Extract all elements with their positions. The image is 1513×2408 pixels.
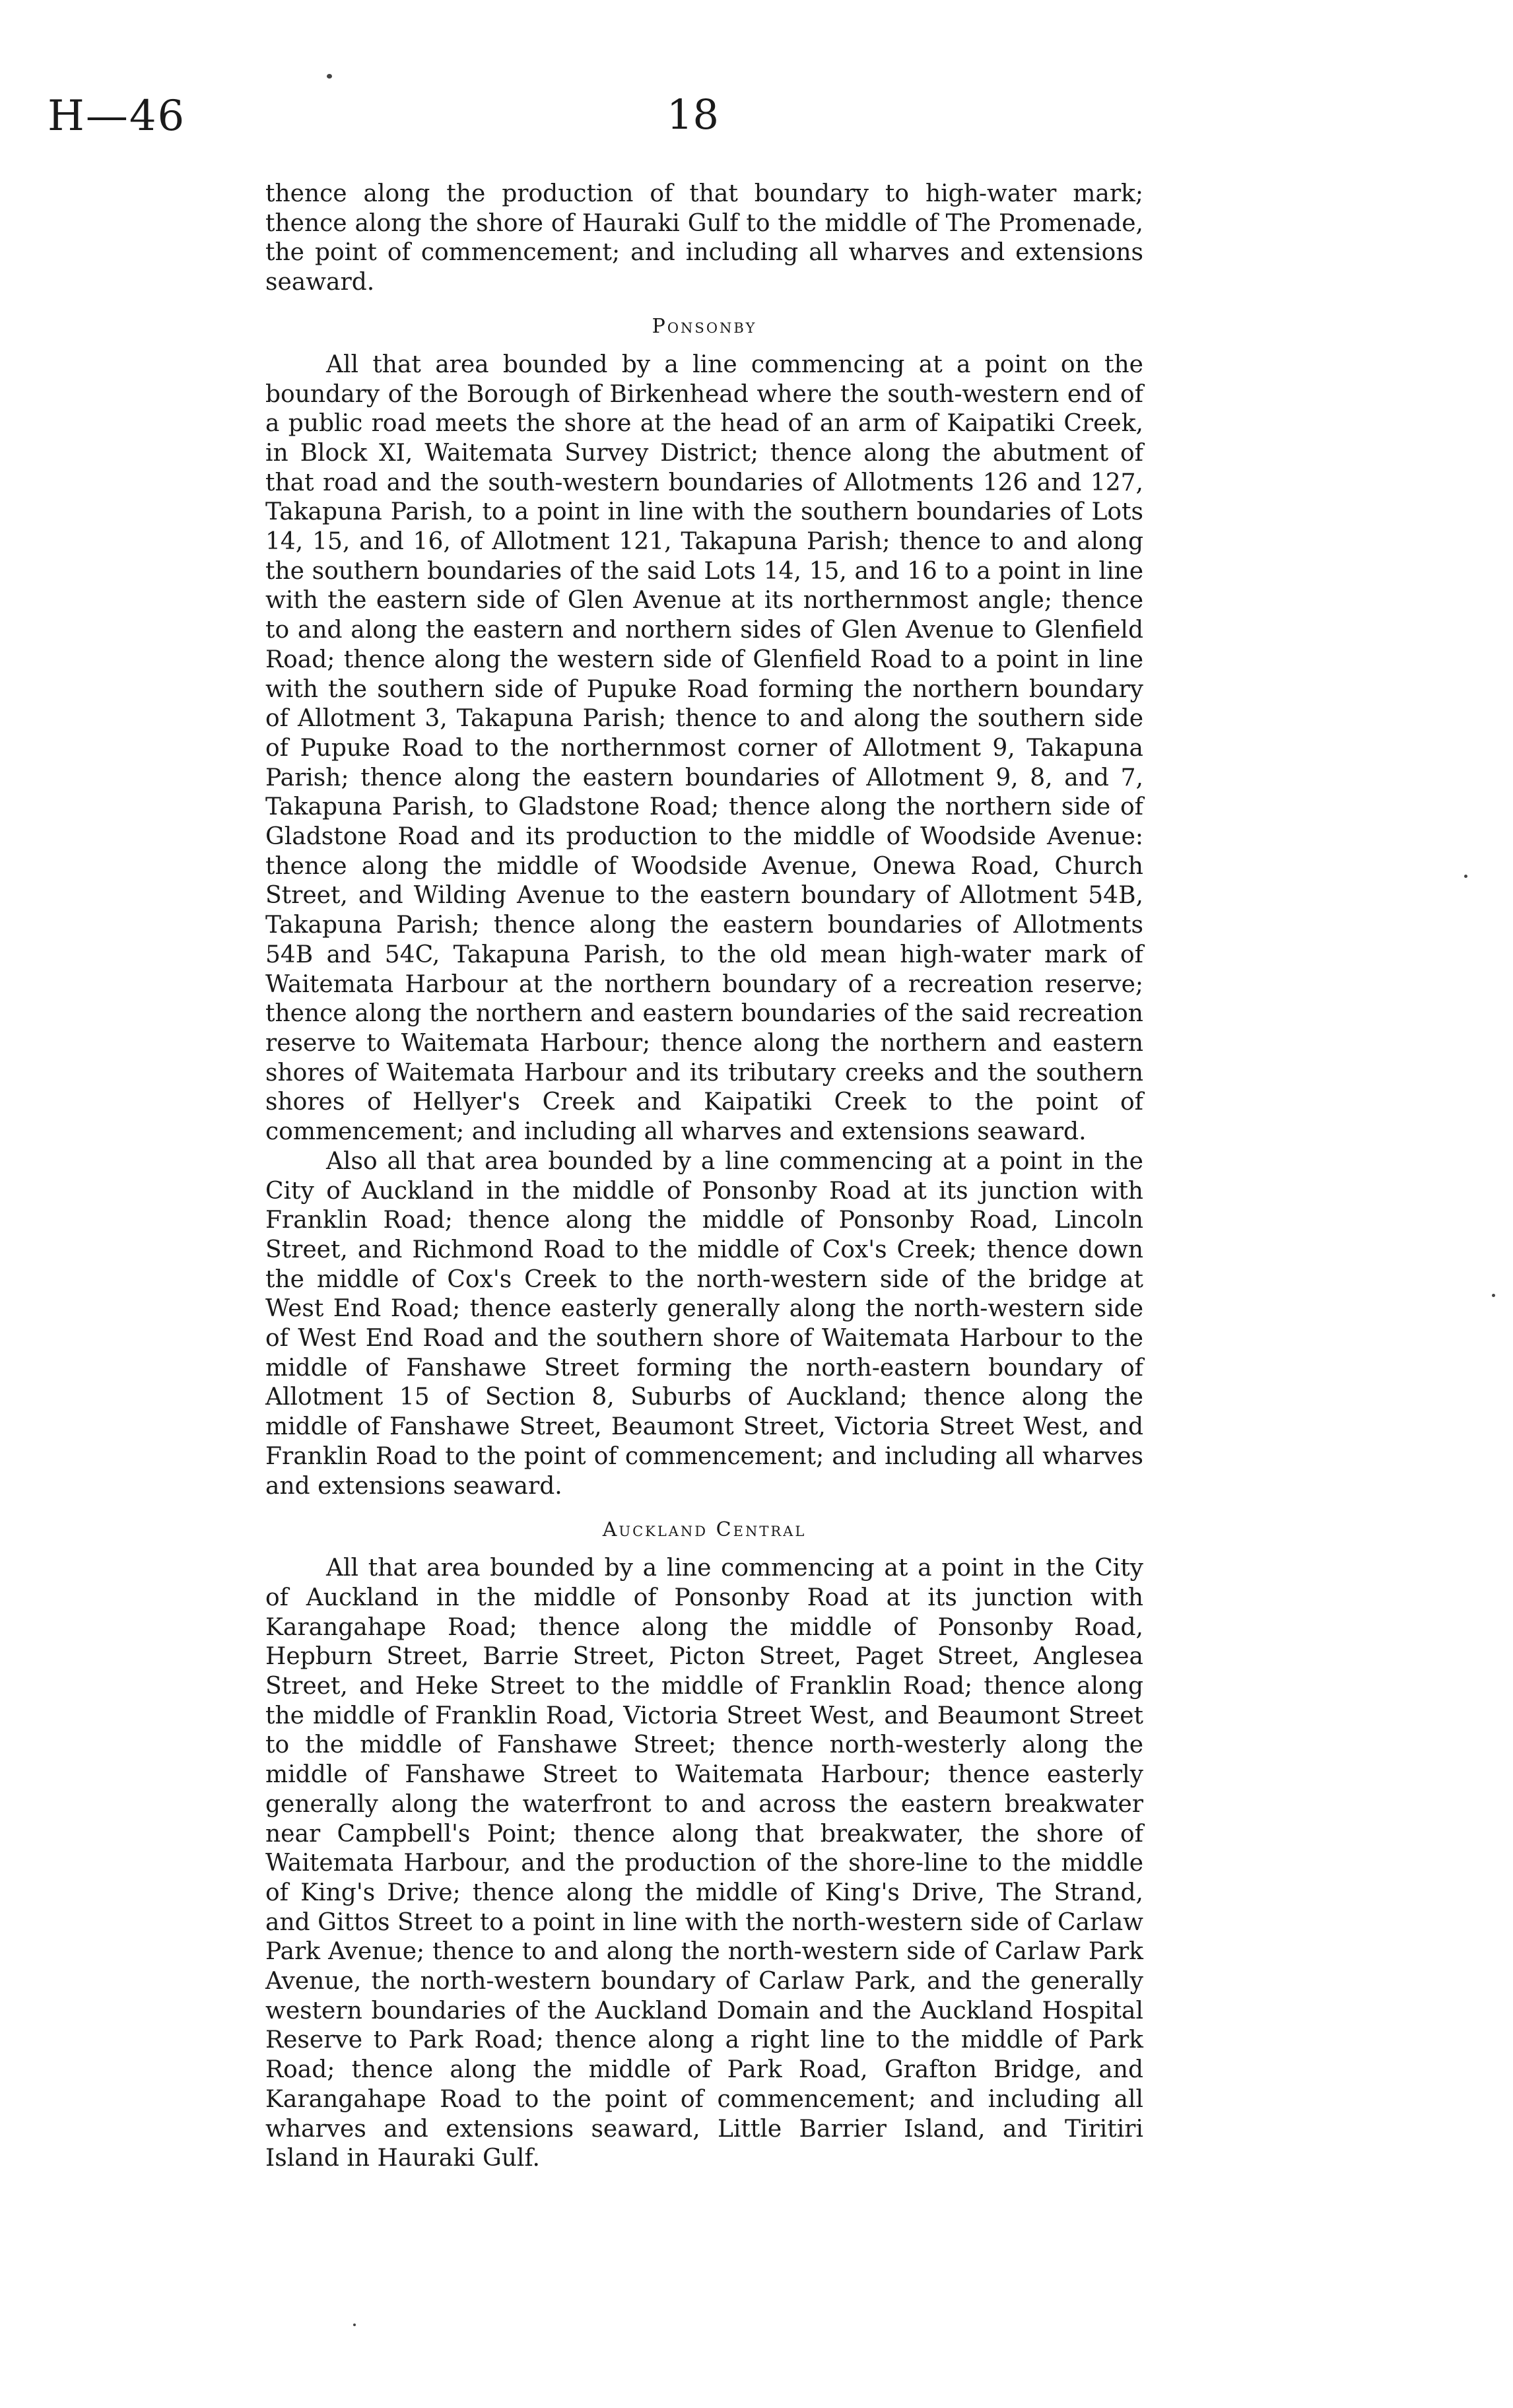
- body-text: [265, 180, 1143, 2174]
- print-speck: [1464, 875, 1467, 878]
- continuation-paragraph: thence along the production of that boundary to high-water mark; thence along the shore of Hauraki Gulf to the middle of The Promenade, the point of commencement; and including all wharves and extensions seaward.: [265, 180, 1143, 296]
- ponsonby-paragraph-1: All that area bounded by a line commencing at a point on the boundary of the Borough of Birkenhead where the south-western end of a public road meets the shore at the head of an arm of Kaipatiki Creek, in Block XI, Waitemata Survey District; thence along the abutment of that road and the south-western boundaries of Allotments 126 and 127, Takapuna Parish, to a point in line with the southern boundaries of Lots 14, 15, and 16, of Allotment 121, Takapuna Parish; thence to and along the southern boundaries of the said Lots 14, 15, and 16 to a point in line with the eastern side of Glen Avenue at its northernmost angle; thence to and along the eastern and northern sides of Glen Avenue to Glenfield Road; thence along the western side of Glenfield Road to a point in line with the southern side of Pupuke Road forming the northern boundary of Allotment 3, Takapuna Parish; thence to and along the southern side of Pupuke Road to the northernmost corner of Allotment 9, Takapuna Parish; thence along the eastern boundaries of Allotment 9, 8, and 7, Takapuna Parish, to Gladstone Road; thence along the northern side of Gladstone Road and its production to the middle of Woodside Avenue: thence along the middle of Woodside Avenue, Onewa Road, Church Street, and Wilding Avenue to the eastern boundary of Allotment 54B, Takapuna Parish; thence along the eastern boundaries of Allotments 54B and 54C, Takapuna Parish, to the old mean high-water mark of Waitemata Harbour at the northern boundary of a recreation reserve; thence along the northern and eastern boundaries of the said recreation reserve to Waitemata Harbour; thence along the northern and eastern shores of Waitemata Harbour and its tributary creeks and the southern shores of Hellyer's Creek and Kaipatiki Creek to the point of commencement; and including all wharves and extensions seaward.: [265, 351, 1143, 1146]
- page-number: 18: [667, 90, 719, 139]
- print-speck: [1492, 1294, 1495, 1297]
- print-speck: [327, 74, 332, 79]
- auckland-central-paragraph: All that area bounded by a line commencing at a point in the City of Auckland in the middle of Ponsonby Road at its junction with Karangahape Road; thence along the middle of Ponsonby Road, Hepburn Street, Barrie Street, Picton Street, Paget Street, Anglesea Street, and Heke Street to the middle of Franklin Road; thence along the middle of Franklin Road, Victoria Street West, and Beaumont Street to the middle of Fanshawe Street; thence north-westerly along the middle of Fanshawe Street to Waitemata Harbour; thence easterly generally along the waterfront to and across the eastern breakwater near Campbell's Point; thence along that breakwater, the shore of Waitemata Harbour, and the production of the shore-line to the middle of King's Drive; thence along the middle of King's Drive, The Strand, and Gittos Street to a point in line with the north-western side of Carlaw Park Avenue; thence to and along the north-western side of Carlaw Park Avenue, the north-western boundary of Carlaw Park, and the generally western boundaries of the Auckland Domain and the Auckland Hospital Reserve to Park Road; thence along a right line to the middle of Park Road; thence along the middle of Park Road, Grafton Bridge, and Karangahape Road to the point of commencement; and including all wharves and extensions seaward, Little Barrier Island, and Tiritiri Island in Hauraki Gulf.: [265, 1555, 1143, 2172]
- section-heading-auckland-central: Auckland Central: [602, 1518, 807, 1542]
- document-reference: H—46: [48, 92, 186, 141]
- section-heading-ponsonby: Ponsonby: [652, 314, 757, 338]
- print-speck: [353, 2324, 356, 2326]
- ponsonby-paragraph-2: Also all that area bounded by a line commencing at a point in the City of Auckland in the middle of Ponsonby Road at its junction with Franklin Road; thence along the middle of Ponsonby Road, Lincoln Street, and Richmond Road to the middle of Cox's Creek; thence down the middle of Cox's Creek to the north-western side of the bridge at West End Road; thence easterly generally along the north-western side of West End Road and the southern shore of Waitemata Harbour to the middle of Fanshawe Street forming the north-eastern boundary of Allotment 15 of Section 8, Suburbs of Auckland; thence along the middle of Fanshawe Street, Beaumont Street, Victoria Street West, and Franklin Road to the point of commencement; and including all wharves and extensions seaward.: [265, 1147, 1143, 1500]
